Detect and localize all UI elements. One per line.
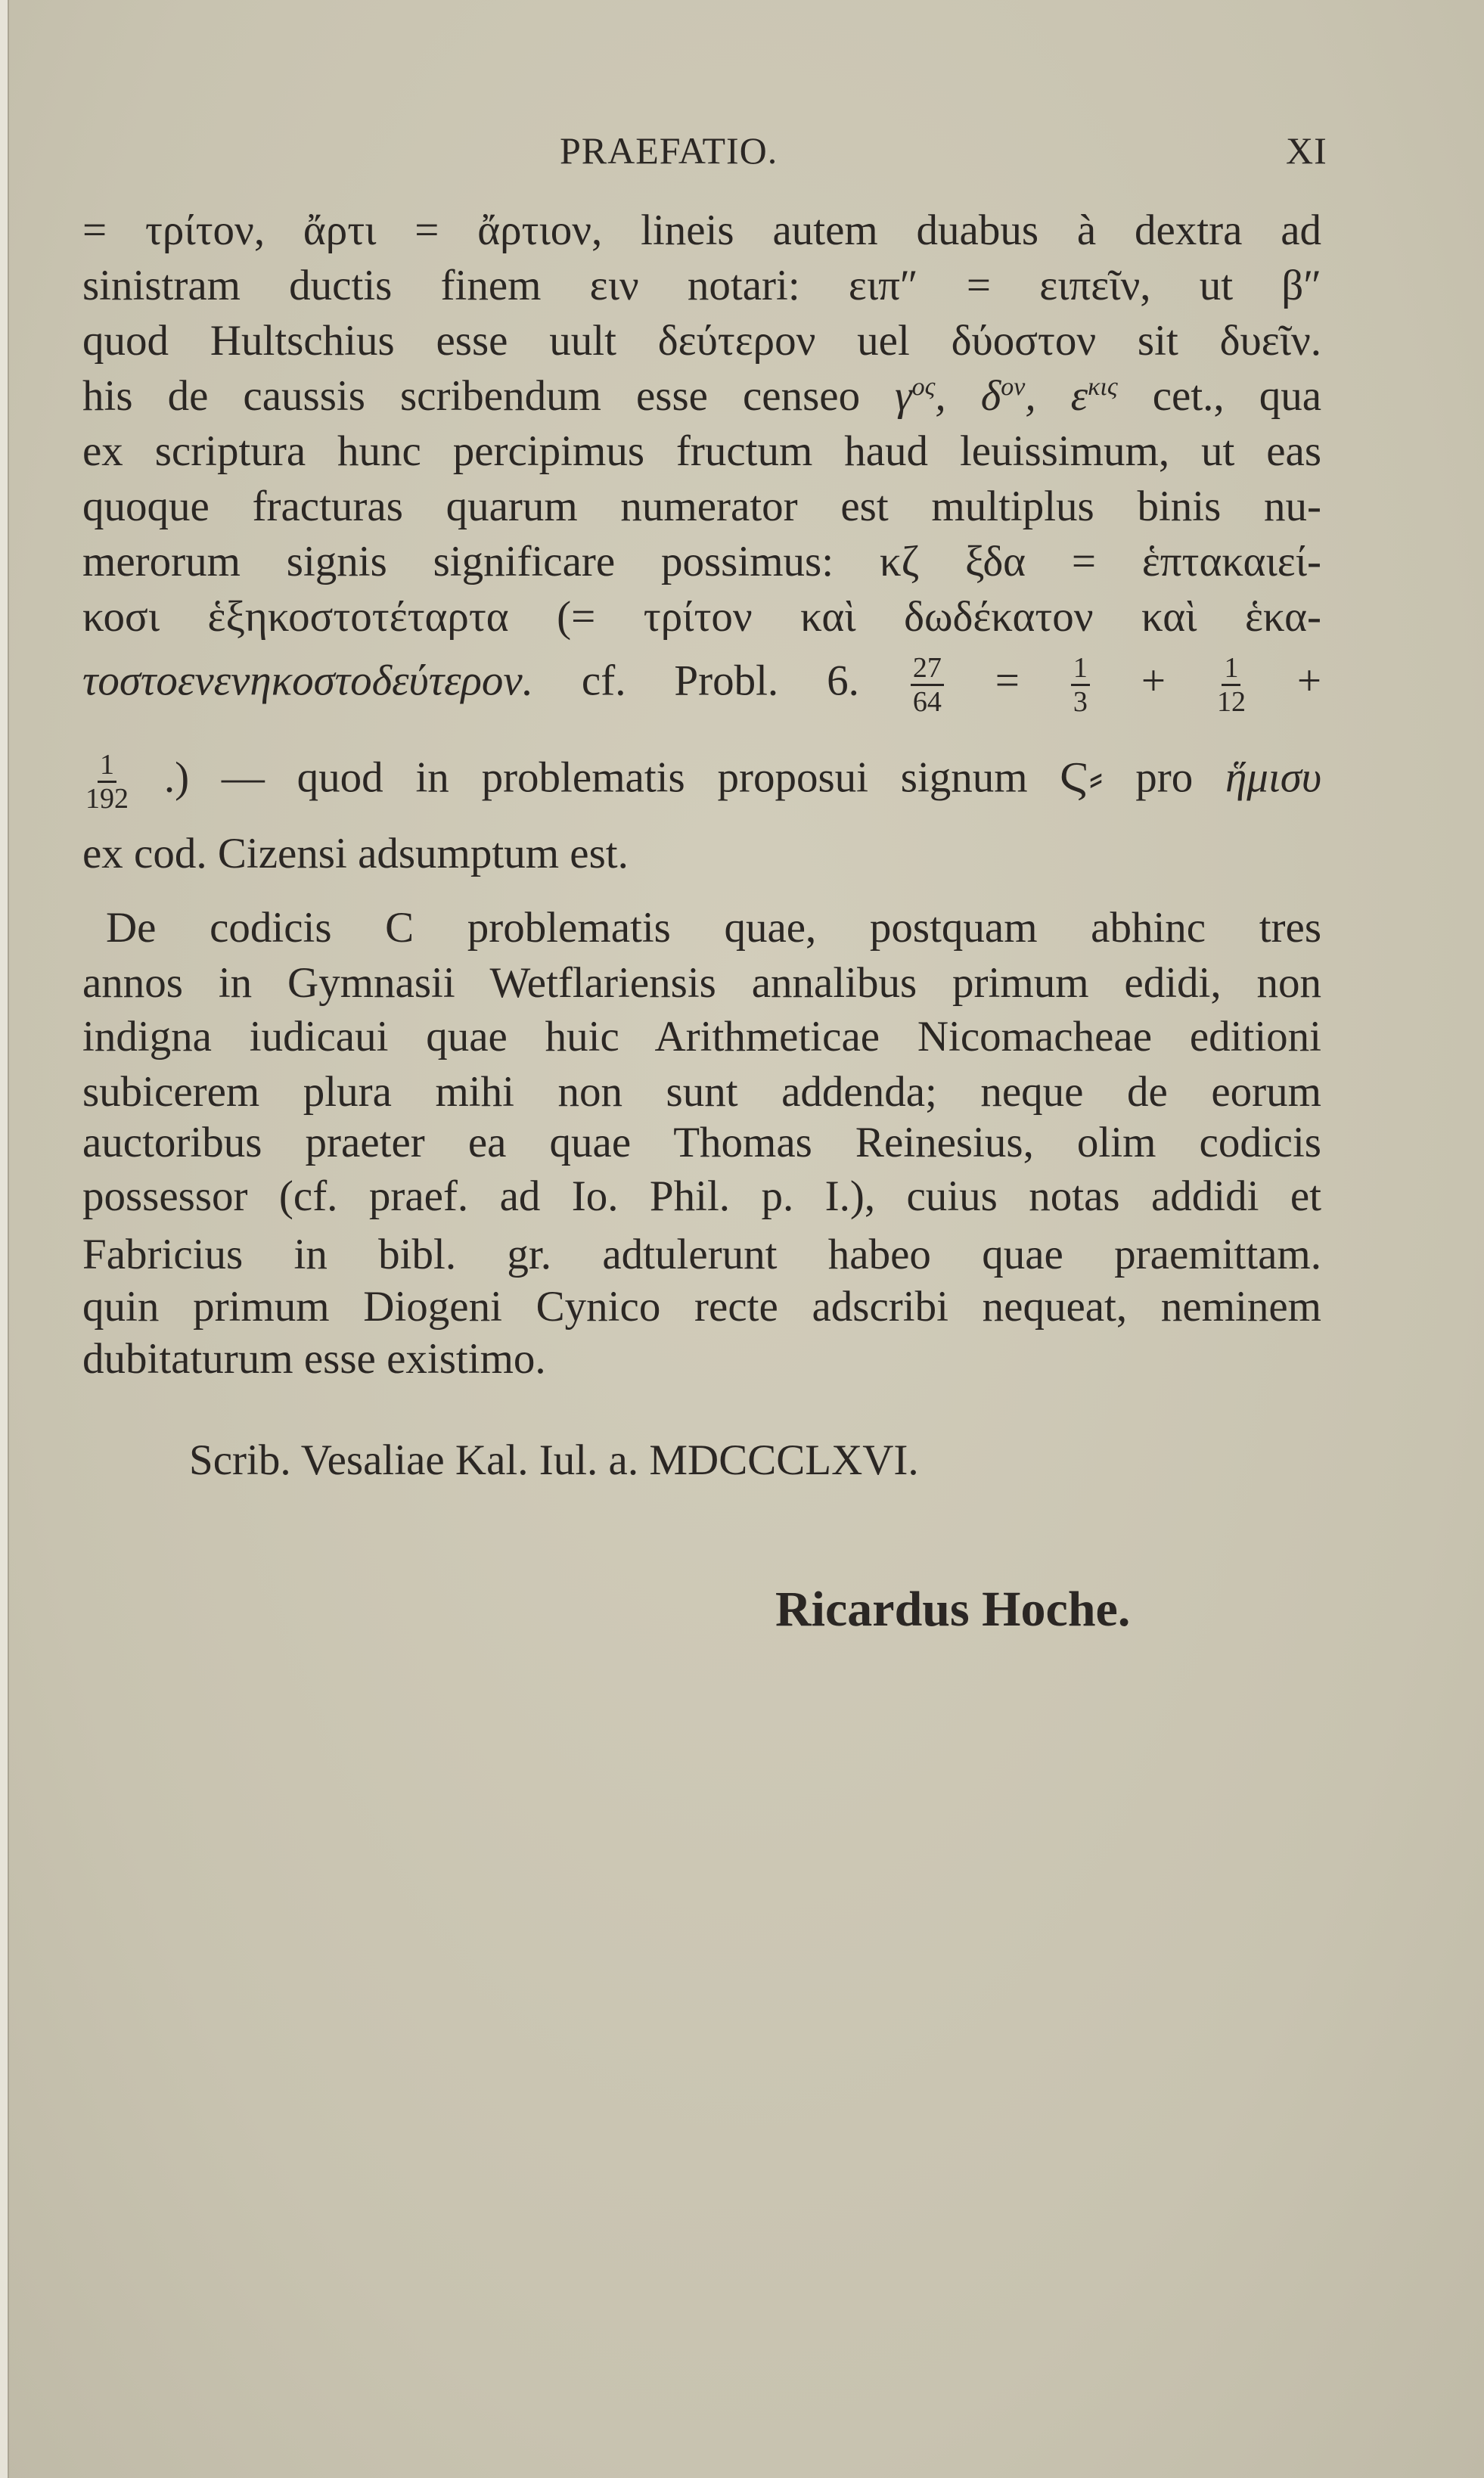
text-line: auctoribus praeter ea quae Thomas Reinesius, olim codicis	[82, 1119, 1321, 1166]
text-line: merorum signis significare possimus: κζ ξδα = ἑπτακαιεί-	[82, 538, 1321, 585]
text-line: subicerem plura mihi non sunt addenda; neque de eorum	[82, 1068, 1321, 1116]
superscript: κις	[1088, 373, 1118, 401]
text-segment: cf. Probl. 6.	[581, 657, 859, 705]
greek-numeral	[1071, 372, 1118, 420]
text-line: = τρίτον, ἄρτι = ἄρτιον, lineis autem duabus à dextra ad	[82, 206, 1321, 254]
text-line: dubitaturum esse existimo.	[82, 1335, 546, 1383]
text-line: De codicis C problematis quae, postquam abhinc tres	[106, 904, 1321, 952]
text-line	[82, 371, 1321, 421]
running-header: PRAEFATIO.	[560, 129, 778, 172]
signature: Ricardus Hoche.	[775, 1582, 1131, 1637]
denominator: 64	[912, 686, 942, 718]
text-line: quin primum Diogeni Cynico recte adscribi nequeat, neminem	[82, 1283, 1321, 1331]
denominator: 12	[1216, 686, 1246, 718]
text-line: sinistram ductis finem ειν notari: ειπ″ = ειπεῖν, ut β″	[82, 262, 1321, 309]
page-number: XI	[1286, 129, 1327, 172]
letter: ε	[1070, 372, 1088, 420]
fraction	[911, 652, 944, 718]
greek-word: τοστοενενηκοστοδεύτερον.	[82, 657, 533, 705]
equals-sign: =	[995, 657, 1020, 705]
text-line: quod Hultschius esse uult δεύτερον uel δύοστον sit δυεῖν.	[82, 317, 1321, 365]
superscript: ον	[1001, 373, 1026, 401]
dateline: Scrib. Vesaliae Kal. Iul. a. MDCCCLXVI.	[189, 1436, 919, 1484]
text-line: indigna iudicaui quae huic Arithmeticae Nicomacheae editioni	[82, 1013, 1321, 1060]
text-segment: cet., qua	[1152, 372, 1322, 420]
denominator: 3	[1073, 686, 1088, 718]
text-line: Fabricius in bibl. gr. adtulerunt habeo quae praemittam.	[82, 1231, 1321, 1278]
numerator: 27	[911, 652, 944, 686]
text-line: possessor (cf. praef. ad Io. Phil. p. I.), cuius notas addidi et	[82, 1172, 1321, 1220]
plus-sign: +	[1296, 657, 1322, 705]
text-line: annos in Gymnasii Wetflariensis annalibus primum edidi, non	[82, 959, 1321, 1007]
text-line: ex cod. Cizensi adsumptum est.	[82, 830, 629, 877]
numerator: 1	[1071, 652, 1090, 686]
text-segment: his de caussis scribendum esse censeo	[82, 372, 861, 420]
numerator: 1	[1222, 652, 1240, 686]
plus-sign: +	[1141, 657, 1166, 705]
greek-word: ἥμισυ	[1225, 753, 1322, 802]
text-line: κοσι ἑξηκοστοτέταρτα (= τρίτον καὶ δωδέκατον καὶ ἑκα-	[82, 593, 1321, 641]
page-edge	[0, 0, 9, 2478]
fraction	[1217, 652, 1246, 718]
fraction	[85, 749, 129, 815]
denominator: 192	[85, 783, 129, 815]
letter: δ	[980, 372, 1001, 420]
letter: γ	[895, 372, 912, 420]
text-line	[82, 749, 1321, 817]
fraction	[1071, 652, 1090, 718]
greek-numeral: $\gamma^{o\varsigma}$,	[895, 372, 946, 420]
numerator: 1	[98, 749, 116, 783]
text-line: quoque fracturas quarum numerator est multiplus binis nu-	[82, 483, 1321, 530]
superscript: ος	[911, 373, 936, 401]
text-line: ex scriptura hunc percipimus fructum haud leuissimum, ut eas	[82, 427, 1321, 475]
greek-numeral: $\delta^{o\nu}$,	[980, 372, 1036, 420]
text-line	[82, 652, 1321, 720]
text-segment: .) — quod in problematis proposui signum Ϛ⸗ pro	[163, 753, 1194, 802]
